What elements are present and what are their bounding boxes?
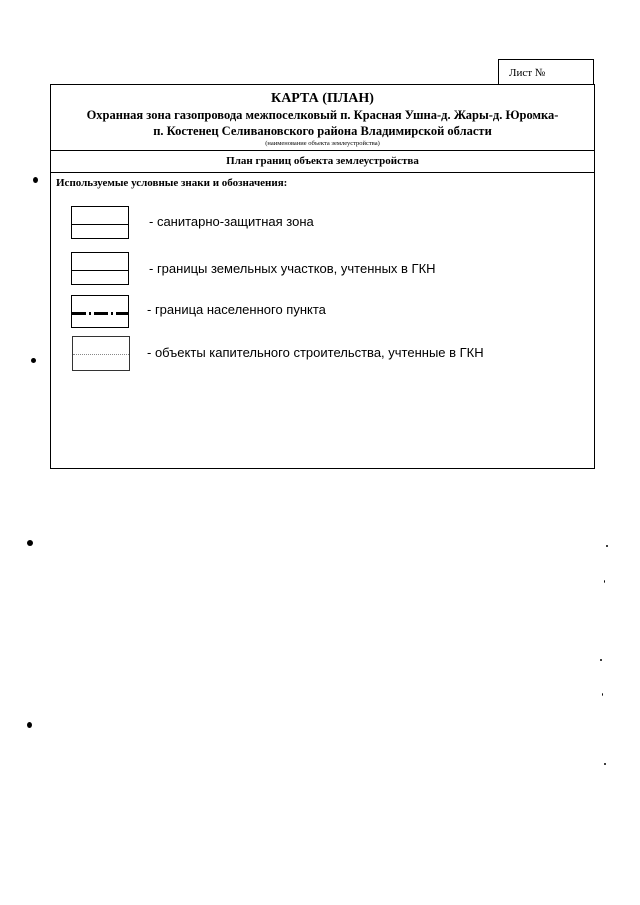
legend-heading: Используемые условные знаки и обозначения: bbox=[56, 177, 288, 189]
sheet-number-box bbox=[498, 59, 594, 85]
capital-construction-symbol-icon bbox=[72, 336, 130, 371]
legend-item-label: - граница населенного пункта bbox=[147, 302, 326, 317]
scan-mark bbox=[31, 358, 36, 363]
legend-item-label: - санитарно-защитная зона bbox=[149, 214, 314, 229]
document-title: КАРТА (ПЛАН) bbox=[271, 91, 374, 106]
legend-list bbox=[51, 85, 594, 468]
section-title: План границ объекта землеустройства bbox=[226, 155, 419, 167]
object-name-caption: (наименование объекта землеустройства) bbox=[265, 140, 380, 147]
object-name-line-1: Охранная зона газопровода межпоселковый п. Красная Ушна-д. Жары-д. Юромка- bbox=[86, 108, 559, 122]
object-name-line-2: п. Костенец Селивановского района Владимирской области bbox=[153, 124, 492, 138]
legend-item-label: - объекты капительного строительства, учтенные в ГКН bbox=[147, 345, 484, 360]
land-parcel-boundary-symbol-icon bbox=[71, 252, 129, 285]
scan-mark bbox=[27, 540, 33, 546]
legend-item-label: - границы земельных участков, учтенных в ГКН bbox=[149, 261, 436, 276]
scan-mark bbox=[604, 580, 605, 583]
scan-mark bbox=[602, 693, 603, 696]
sanitary-zone-symbol-icon bbox=[71, 206, 129, 239]
scan-mark bbox=[604, 763, 606, 765]
scan-mark bbox=[27, 722, 32, 728]
settlement-boundary-symbol-icon bbox=[71, 295, 129, 328]
scan-mark bbox=[33, 177, 38, 183]
map-plan-frame bbox=[50, 84, 595, 469]
scan-mark bbox=[606, 545, 608, 547]
sheet-number-label: Лист № bbox=[509, 67, 546, 79]
scan-mark bbox=[600, 659, 602, 661]
